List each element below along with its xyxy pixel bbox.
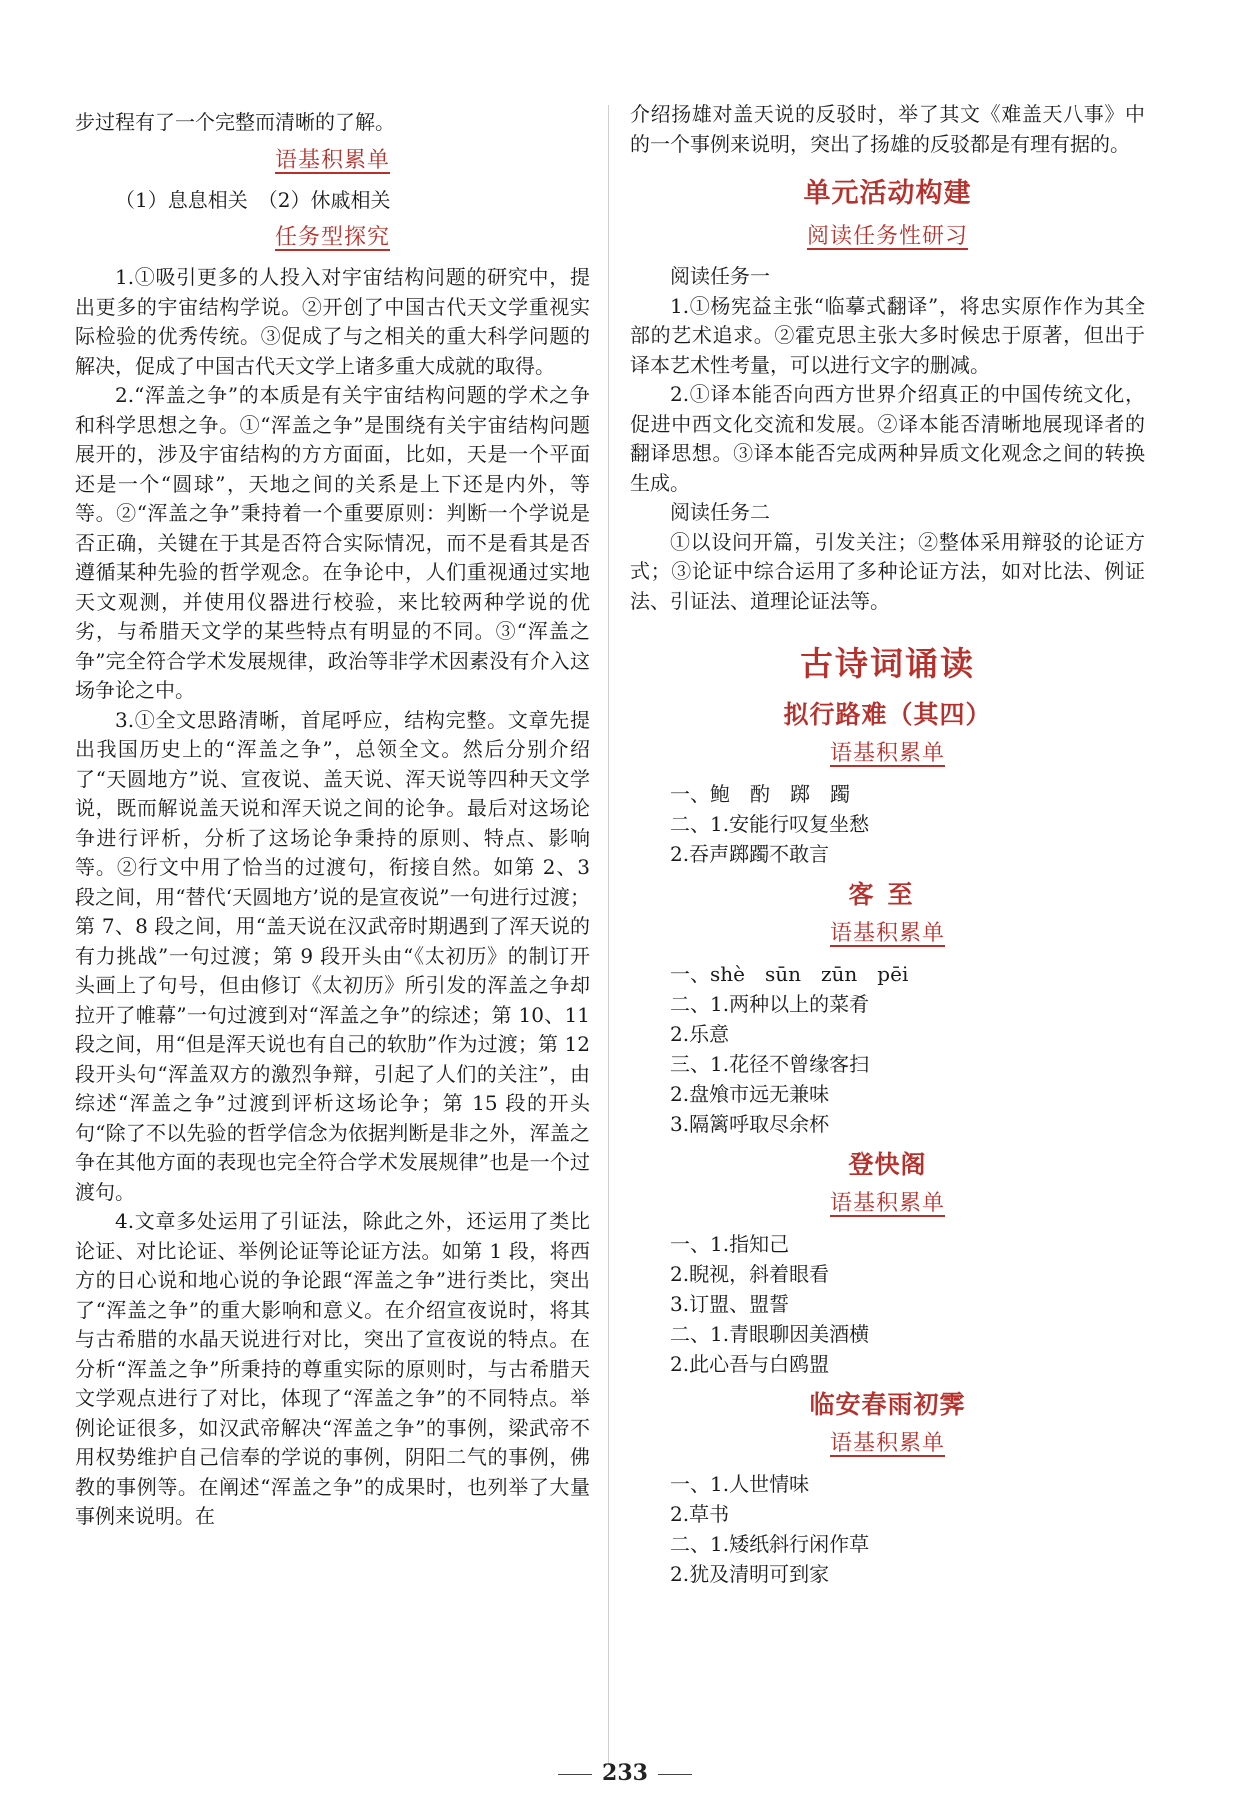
page-number: 233 (602, 1760, 648, 1786)
task1-answer-1: 1.①杨宪益主张“临摹式翻译”，将忠实原作作为其全部的艺术追求。②霍克思主张大多时候忠于原著，但出于译本艺术性考量，可以进行文字的删减。 (630, 293, 1145, 377)
column-divider (608, 105, 609, 1765)
poem4-vocab-heading: 语基积累单 (829, 1431, 945, 1456)
poem3-line: 二、1.青眼聊因美酒横 (670, 1322, 870, 1346)
task1-answer-2: 2.①译本能否向西方世界介绍真正的中国传统文化，促进中西文化交流和发展。②译本能否清晰地展现译者的翻译思想。③译本能否完成两种异质文化观念之间的转换生成。 (630, 382, 1145, 495)
task2-label: 阅读任务二 (670, 500, 770, 524)
section-heading-task: 任务型探究 (274, 225, 390, 250)
page-footer (0, 1760, 1250, 1786)
continuation-text-right: 介绍扬雄对盖天说的反驳时，举了其文《难盖天八事》中的一个事例来说明，突出了扬雄的反驳都是有理有据的。 (630, 102, 1145, 156)
poem2-line: 三、1.花径不曾缘客扫 (670, 1052, 870, 1076)
poem2-line: 2.乐意 (670, 1022, 730, 1046)
ancient-poetry-title: 古诗词诵读 (800, 644, 975, 683)
left-column (75, 108, 590, 1532)
poem4-line: 二、1.矮纸斜行闲作草 (670, 1532, 870, 1556)
task2-answer: ①以设问开篇，引发关注；②整体采用辩驳的论证方式；③论证中综合运用了多种论证方法，如对比法、例证法、引证法、道理论证法等。 (630, 529, 1145, 613)
poem1-line: 二、1.安能行叹复坐愁 (670, 812, 870, 836)
poem2-line: 3.隔篱呼取尽余杯 (670, 1112, 830, 1136)
footer-rule-left (558, 1774, 592, 1775)
poem-title-2: 客至 (848, 880, 927, 909)
answer-2: 2.“浑盖之争”的本质是有关宇宙结构问题的学术之争和科学思想之争。①“浑盖之争”是围绕有关宇宙结构问题展开的，涉及宇宙结构的方方面面，比如，天是一个平面还是一个“圆球”，天地之间的关系是上下还是内外，等等。②“浑盖之争”秉持着一个重要原则：判断一个学说是否正确，关键在于其是否符合实际情况，而不是看其是否遵循某种先验的哲学观念。在争论中，人们重视通过实地天文观测，并使用仪器进行校验，来比较两种学说的优劣，与希腊天文学的某些特点有明显的不同。③“浑盖之争”完全符合学术发展规律，政治等非学术因素没有介入这场争论之中。 (75, 383, 590, 702)
poem2-vocab-heading: 语基积累单 (829, 921, 945, 946)
answer-3: 3.①全文思路清晰，首尾呼应，结构完整。文章先提出我国历史上的“浑盖之争”，总领全文。然后分别介绍了“天圆地方”说、宣夜说、盖天说、浑天说等四种天文学说，既而解说盖天说和浑天说之间的论争。最后对这场论争进行评析，分析了这场论争秉持的原则、特点、影响等。②行文中用了恰当的过渡句，衔接自然。如第 2、3 段之间，用“替代‘天圆地方’说的是宣夜说”一句进行过渡；第 7、8 段之间，用“盖天说在汉武帝时期遇到了浑天说的有力挑战”一句过渡；第 9 段开头由“《太初历》的制订开头画上了句号，但由修订《太初历》所引发的浑盖之争却拉开了帷幕”一句过渡到对“浑盖之争”的综述；第 10、11 段之间，用“但是浑天说也有自己的软肋”作为过渡；第 12 段开头句“浑盖双方的激烈争辩，引起了人们的关注”，由综述“浑盖之争”过渡到评析这场论争；第 15 段的开头句“除了不以先验的哲学信念为依据判断是非之外，浑盖之争在其他方面的表现也完全符合学术发展规律”也是一个过渡句。 (75, 707, 590, 1204)
poem4-line: 2.犹及清明可到家 (670, 1562, 830, 1586)
poem4-line: 2.草书 (670, 1502, 730, 1526)
task1-label: 阅读任务一 (670, 264, 770, 288)
poem3-vocab-heading: 语基积累单 (829, 1191, 945, 1216)
vocab-answers: （1）息息相关 （2）休戚相关 (115, 187, 391, 212)
unit-activity-title: 单元活动构建 (803, 178, 972, 209)
answer-1: 1.①吸引更多的人投入对宇宙结构问题的研究中，提出更多的宇宙结构学说。②开创了中国古代天文学重视实际检验的优秀传统。③促成了与之相关的重大科学问题的解决，促成了中国古代天文学上诸多重大成就的取得。 (75, 265, 590, 378)
footer-rule-right (658, 1774, 692, 1775)
poem1-vocab-heading: 语基积累单 (829, 741, 945, 766)
poem2-line: 二、1.两种以上的菜肴 (670, 992, 870, 1016)
poem2-line: 2.盘飧市远无兼味 (670, 1082, 830, 1106)
poem1-line: 一、鲍 酌 踯 躅 (670, 782, 850, 806)
poem3-line: 3.订盟、盟誓 (670, 1292, 790, 1316)
continuation-text: 步过程有了一个完整而清晰的了解。 (75, 110, 395, 134)
poem1-line: 2.吞声踯躅不敢言 (670, 842, 830, 866)
poem3-line: 2.睨视，斜着眼看 (670, 1262, 830, 1286)
poem4-line: 一、1.人世情味 (670, 1472, 810, 1496)
section-heading-vocab: 语基积累单 (274, 147, 390, 173)
poem3-line: 2.此心吾与白鸥盟 (670, 1352, 830, 1376)
poem-title-3: 登快阁 (848, 1150, 927, 1179)
poem-title-1: 拟行路难（其四） (783, 700, 992, 729)
poem3-line: 一、1.指知己 (670, 1232, 790, 1256)
poem-title-4: 临安春雨初霁 (809, 1390, 966, 1419)
poem2-line: 一、shè sūn zūn pēi (670, 962, 909, 986)
section-heading-reading: 阅读任务性研习 (806, 224, 968, 249)
right-column (630, 100, 1145, 1589)
answer-4: 4.文章多处运用了引证法，除此之外，还运用了类比论证、对比论证、举例论证等论证方法。如第 1 段，将西方的日心说和地心说的争论跟“浑盖之争”进行类比，突出了“浑盖之争”的重大影响和意义。在介绍宣夜说时，将其与古希腊的水晶天说进行对比，突出了宣夜说的特点。在分析“浑盖之争”所秉持的尊重实际的原则时，与古希腊天文学观点进行了对比，体现了“浑盖之争”的不同特点。举例论证很多，如汉武帝解决“浑盖之争”的事例，梁武帝不用权势维护自己信奉的学说的事例，阴阳二气的事例，佛教的事例等。在阐述“浑盖之争”的成果时，也列举了大量事例来说明。在 (75, 1209, 590, 1528)
